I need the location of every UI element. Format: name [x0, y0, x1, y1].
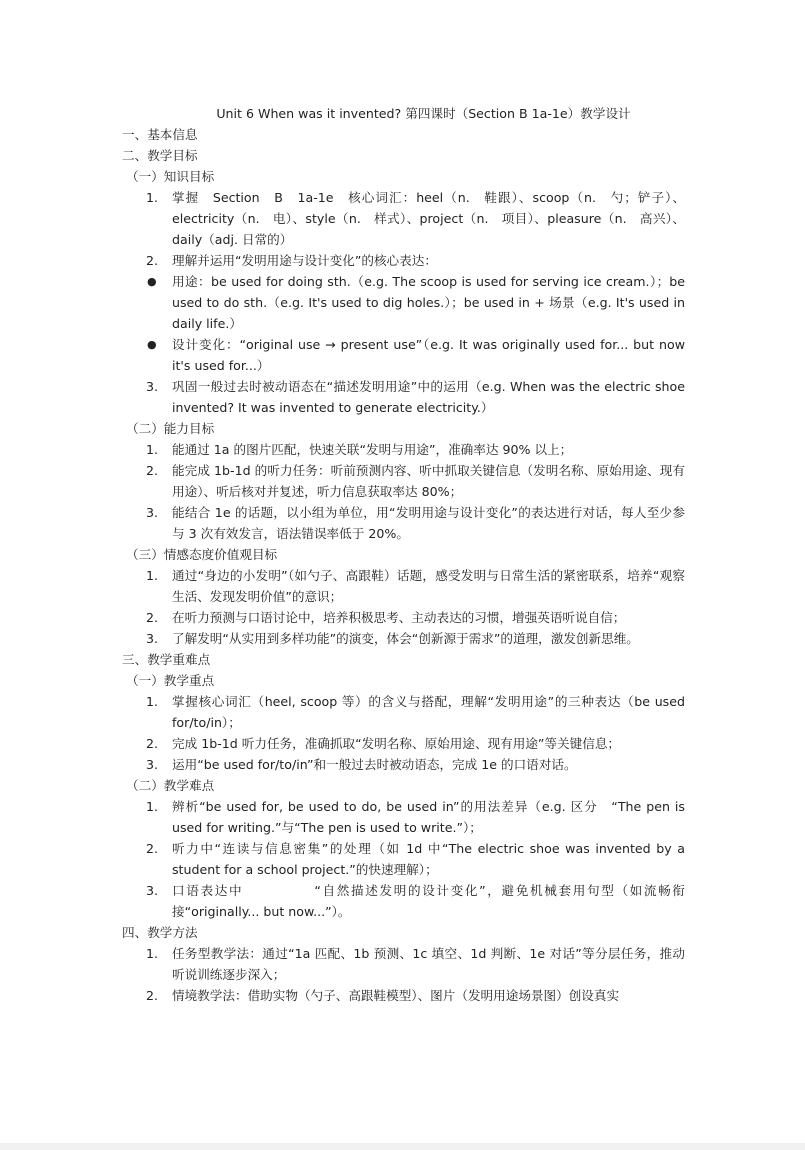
list-item: 3. 运用“be used for/to/in”和一般过去时被动语态，完成 1e 的口语对话。: [146, 757, 577, 772]
document-body: [122, 103, 685, 1006]
list-item: 1. 任务型教学法：通过“1a 匹配、1b 预测、1c 填空、1d 判断、1e 对话”等分层任务，推动听说训练逐步深入；: [146, 946, 685, 982]
list-item: 1. 能通过 1a 的图片匹配，快速关联“发明与用途”，准确率达 90% 以上；: [146, 442, 573, 457]
list-item: 2. 情境教学法：借助实物（勺子、高跟鞋模型）、图片（发明用途场景图）创设真实: [146, 988, 620, 1003]
list-item: 2. 理解并运用“发明用途与设计变化”的核心表达：: [146, 253, 437, 268]
bullet-item: ● 用途：be used for doing sth.（e.g. The scoop is used for serving ice cream.）；be used to do sth.（e.g. It's used to dig holes.）；be used in + 场景（e.g. It's used in daily life.）: [122, 271, 685, 334]
list-item: 3. 了解发明“从实用到多样功能”的演变，体会“创新源于需求”的道理，激发创新思维。: [146, 631, 639, 646]
subsection-difficult-points: （二）教学难点: [126, 778, 215, 793]
list-item: 2. 在听力预测与口语讨论中，培养积极思考、主动表达的习惯，增强英语听说自信；: [146, 610, 626, 625]
list-item: 1. 掌握 Section B 1a-1e 核心词汇：heel（n. 鞋跟）、scoop（n. 勺；铲子）、electricity（n. 电）、style（n. 样式）、project（n. 项目）、pleasure（n. 高兴）、daily（adj. 日常的）: [146, 190, 685, 247]
subsection-emotion-goals: （三）情感态度价值观目标: [126, 547, 278, 562]
subsection-knowledge-goals: （一）知识目标: [126, 169, 215, 184]
list-item: 2. 完成 1b-1d 听力任务，准确抓取“发明名称、原始用途、现有用途”等关键信息；: [146, 736, 621, 751]
bullet-icon: ●: [147, 338, 157, 351]
list-item: 2. 能完成 1b-1d 的听力任务：听前预测内容、听中抓取关键信息（发明名称、原始用途、现有用途）、听后核对并复述，听力信息获取率达 80%；: [146, 463, 685, 499]
list-item: 3. 巩固一般过去时被动语态在“描述发明用途”中的运用（e.g. When was the electric shoe invented? It was invented to generate electricity.）: [146, 379, 685, 415]
list-item: 3. 口语表达中 “自然描述发明的设计变化”，避免机械套用句型（如流畅衔接“originally... but now...”）。: [146, 883, 685, 919]
section-key-difficult-points: 三、教学重难点: [122, 652, 211, 667]
bullet-item: ● 设计变化：“original use → present use”（e.g. It was originally used for... but now it's used for...）: [122, 334, 685, 376]
subsection-ability-goals: （二）能力目标: [126, 421, 215, 436]
section-basic-info: 一、基本信息: [122, 127, 198, 142]
list-item: 2. 听力中“连读与信息密集”的处理（如 1d 中“The electric shoe was invented by a student for a school project.”的快速理解）；: [146, 841, 685, 877]
list-item: 1. 通过“身边的小发明”（如勺子、高跟鞋）话题，感受发明与日常生活的紧密联系，培养“观察生活、发现发明价值”的意识；: [146, 568, 685, 604]
list-item: 1. 掌握核心词汇（heel, scoop 等）的含义与搭配，理解“发明用途”的三种表达（be used for/to/in）；: [146, 694, 685, 730]
list-item: 1. 辨析“be used for, be used to do, be used in”的用法差异（e.g. 区分 “The pen is used for writing.”与“The pen is used to write.”）；: [146, 799, 685, 835]
list-item: 3. 能结合 1e 的话题，以小组为单位，用“发明用途与设计变化”的表达进行对话，每人至少参与 3 次有效发言，语法错误率低于 20%。: [146, 505, 685, 541]
subsection-key-points: （一）教学重点: [126, 673, 215, 688]
section-teaching-methods: 四、教学方法: [122, 925, 198, 940]
document-title: Unit 6 When was it invented? 第四课时（Section B 1a-1e）教学设计: [216, 106, 631, 121]
section-teaching-goals: 二、教学目标: [122, 148, 198, 163]
bullet-icon: ●: [147, 275, 157, 288]
